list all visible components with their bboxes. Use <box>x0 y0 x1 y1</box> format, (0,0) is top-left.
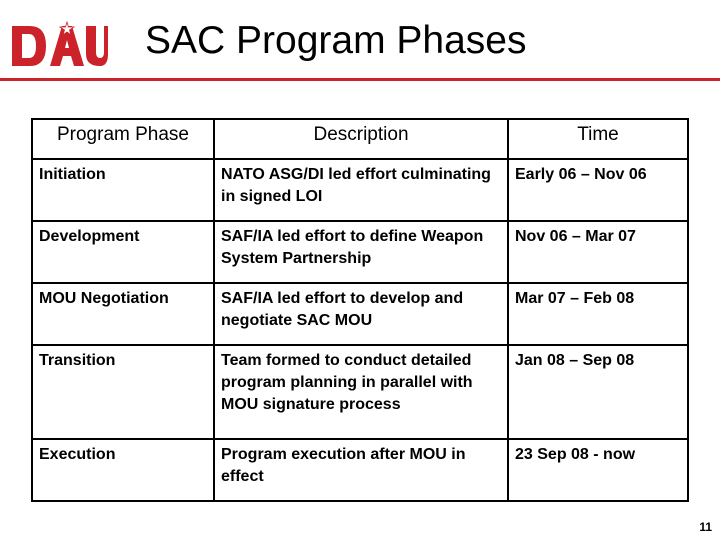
dau-logo <box>8 20 108 72</box>
phase-cell: Development <box>32 221 214 283</box>
description-cell: SAF/IA led effort to define Weapon System Partnership <box>214 221 508 283</box>
table-header-row <box>32 119 688 159</box>
table-row <box>32 345 688 439</box>
time-cell: Mar 07 – Feb 08 <box>508 283 688 345</box>
description-cell: SAF/IA led effort to develop and negotiate SAC MOU <box>214 283 508 345</box>
table-row <box>32 283 688 345</box>
description-cell: Team formed to conduct detailed program planning in parallel with MOU signature process <box>214 345 508 439</box>
program-phases-table <box>31 118 689 502</box>
phase-cell: Transition <box>32 345 214 439</box>
column-header-phase: Program Phase <box>32 119 214 159</box>
time-cell: Jan 08 – Sep 08 <box>508 345 688 439</box>
column-header-description: Description <box>214 119 508 159</box>
title-divider <box>0 78 720 81</box>
time-cell: Early 06 – Nov 06 <box>508 159 688 221</box>
description-cell: Program execution after MOU in effect <box>214 439 508 501</box>
page-number: 11 <box>699 520 712 534</box>
description-cell: NATO ASG/DI led effort culminating in signed LOI <box>214 159 508 221</box>
page-title: SAC Program Phases <box>145 19 527 62</box>
phase-cell: Execution <box>32 439 214 501</box>
table-row <box>32 159 688 221</box>
time-cell: 23 Sep 08 - now <box>508 439 688 501</box>
phase-cell: Initiation <box>32 159 214 221</box>
time-cell: Nov 06 – Mar 07 <box>508 221 688 283</box>
phase-cell: MOU Negotiation <box>32 283 214 345</box>
column-header-time: Time <box>508 119 688 159</box>
table-row <box>32 221 688 283</box>
table-row <box>32 439 688 501</box>
